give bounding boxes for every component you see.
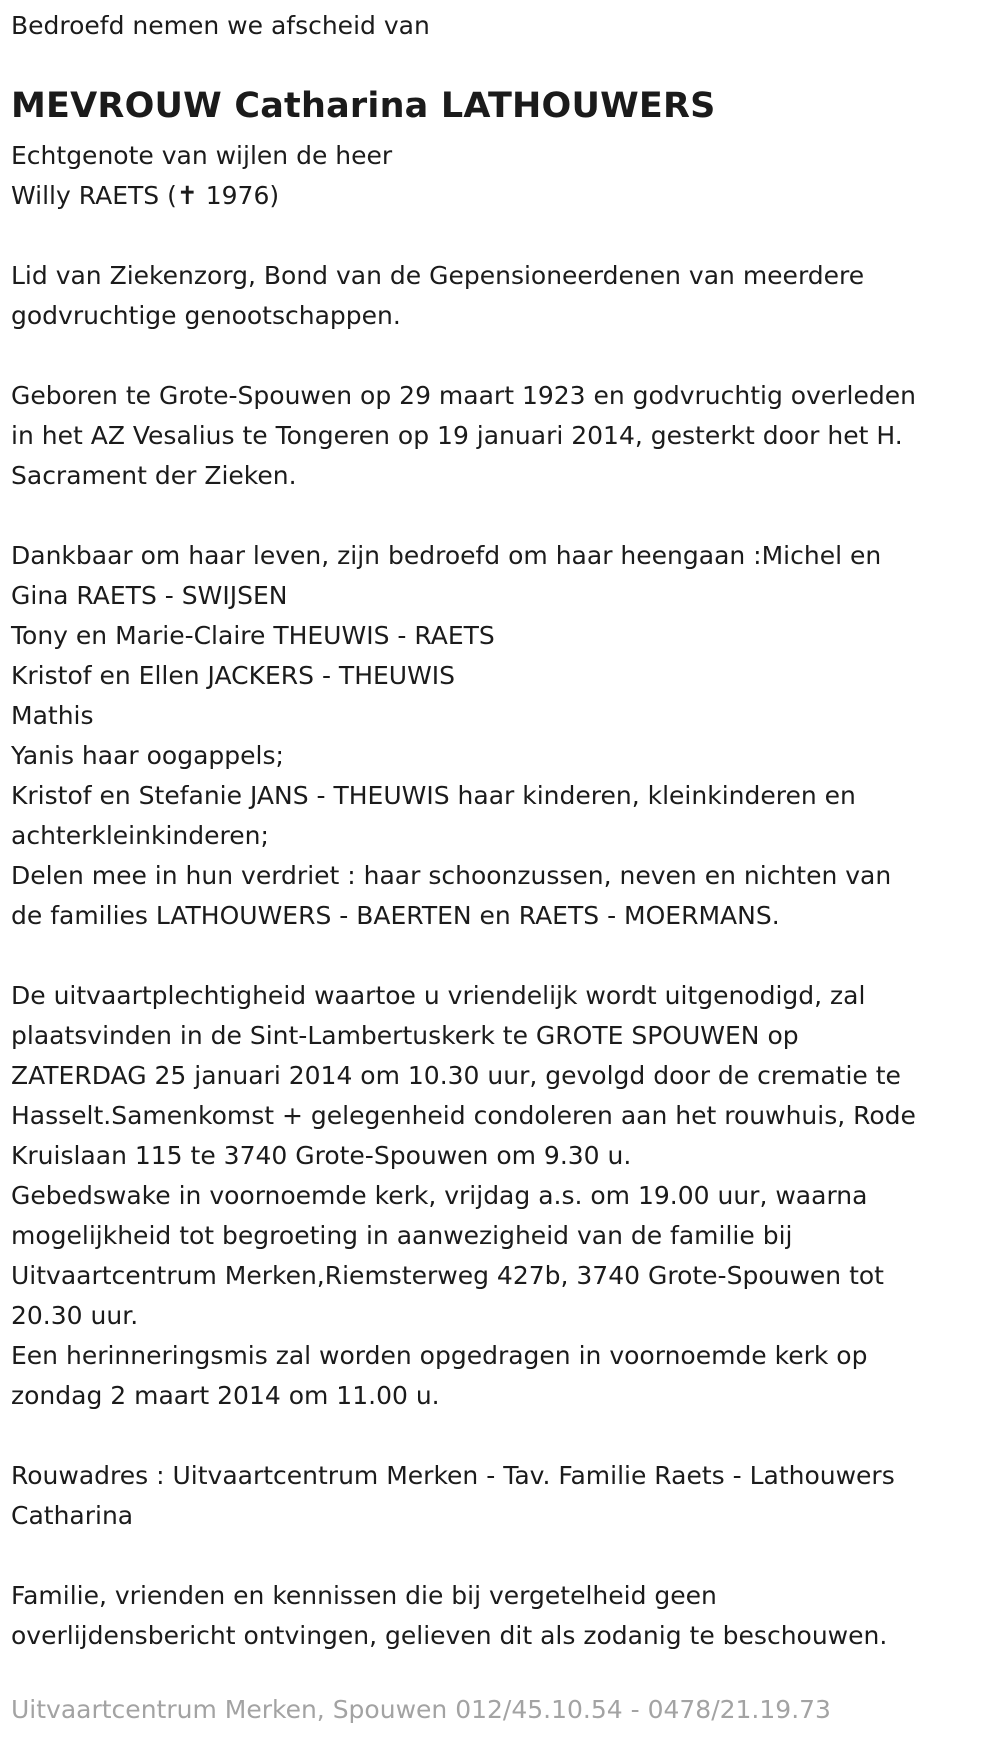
family-line: achterkleinkinderen; xyxy=(11,821,269,850)
ceremony-line: De uitvaartplechtigheid waartoe u vriendelijk wordt uitgenodigd, zal xyxy=(11,981,866,1010)
ceremony-line: Uitvaartcentrum Merken,Riemsterweg 427b, 3740 Grote-Spouwen tot xyxy=(11,1261,884,1290)
family-line: Dankbaar om haar leven, zijn bedroefd om haar heengaan :Michel en xyxy=(11,541,882,570)
closing-line: overlijdensbericht ontvingen, gelieven dit als zodanig te beschouwen. xyxy=(11,1621,888,1650)
family-line: Mathis xyxy=(11,701,94,730)
family-line: Kristof en Stefanie JANS - THEUWIS haar kinderen, kleinkinderen en xyxy=(11,781,856,810)
membership-line: Lid van Ziekenzorg, Bond van de Gepensioneerdenen van meerdere xyxy=(11,261,865,290)
family-line: Delen mee in hun verdriet : haar schoonzussen, neven en nichten van xyxy=(11,861,892,890)
spouse-line: Willy RAETS (✝ 1976) xyxy=(11,181,280,210)
birth-death-info xyxy=(11,376,991,496)
ceremony-line: Een herinneringsmis zal worden opgedragen in voornoemde kerk op xyxy=(11,1341,868,1370)
family-line: Gina RAETS - SWIJSEN xyxy=(11,581,288,610)
ceremony-line: Gebedswake in voornoemde kerk, vrijdag a.s. om 19.00 uur, waarna xyxy=(11,1181,868,1210)
deceased-name: MEVROUW Catharina LATHOUWERS xyxy=(11,86,716,126)
family-line: Yanis haar oogappels; xyxy=(11,741,284,770)
address-line: Rouwadres : Uitvaartcentrum Merken - Tav. Familie Raets - Lathouwers xyxy=(11,1461,895,1490)
birth-death-line: in het AZ Vesalius te Tongeren op 19 januari 2014, gesterkt door het H. xyxy=(11,421,903,450)
ceremony-line: plaatsvinden in de Sint-Lambertuskerk te GROTE SPOUWEN op xyxy=(11,1021,799,1050)
birth-death-line: Geboren te Grote-Spouwen op 29 maart 1923 en godvruchtig overleden xyxy=(11,381,916,410)
funeral-home-footer: Uitvaartcentrum Merken, Spouwen 012/45.10.54 - 0478/21.19.73 xyxy=(11,1695,831,1724)
ceremony-line: zondag 2 maart 2014 om 11.00 u. xyxy=(11,1381,440,1410)
spouse-line: Echtgenote van wijlen de heer xyxy=(11,141,393,170)
mourning-address xyxy=(11,1456,991,1536)
ceremony-line: 20.30 uur. xyxy=(11,1301,139,1330)
intro-text: Bedroefd nemen we afscheid van xyxy=(11,11,430,40)
ceremony-line: mogelijkheid tot begroeting in aanwezigheid van de familie bij xyxy=(11,1221,793,1250)
family-line: de families LATHOUWERS - BAERTEN en RAETS - MOERMANS. xyxy=(11,901,780,930)
family-line: Kristof en Ellen JACKERS - THEUWIS xyxy=(11,661,456,690)
birth-death-line: Sacrament der Zieken. xyxy=(11,461,297,490)
family-info xyxy=(11,536,991,936)
address-line: Catharina xyxy=(11,1501,134,1530)
closing-line: Familie, vrienden en kennissen die bij vergetelheid geen xyxy=(11,1581,717,1610)
spouse-info xyxy=(11,136,991,216)
ceremony-info xyxy=(11,976,991,1416)
ceremony-line: Hasselt.Samenkomst + gelegenheid condoleren aan het rouwhuis, Rode xyxy=(11,1101,916,1130)
ceremony-line: ZATERDAG 25 januari 2014 om 10.30 uur, gevolgd door de crematie te xyxy=(11,1061,901,1090)
membership-line: godvruchtige genootschappen. xyxy=(11,301,401,330)
closing-note xyxy=(11,1576,991,1656)
family-line: Tony en Marie-Claire THEUWIS - RAETS xyxy=(11,621,495,650)
membership-info xyxy=(11,256,991,336)
ceremony-line: Kruislaan 115 te 3740 Grote-Spouwen om 9.30 u. xyxy=(11,1141,632,1170)
